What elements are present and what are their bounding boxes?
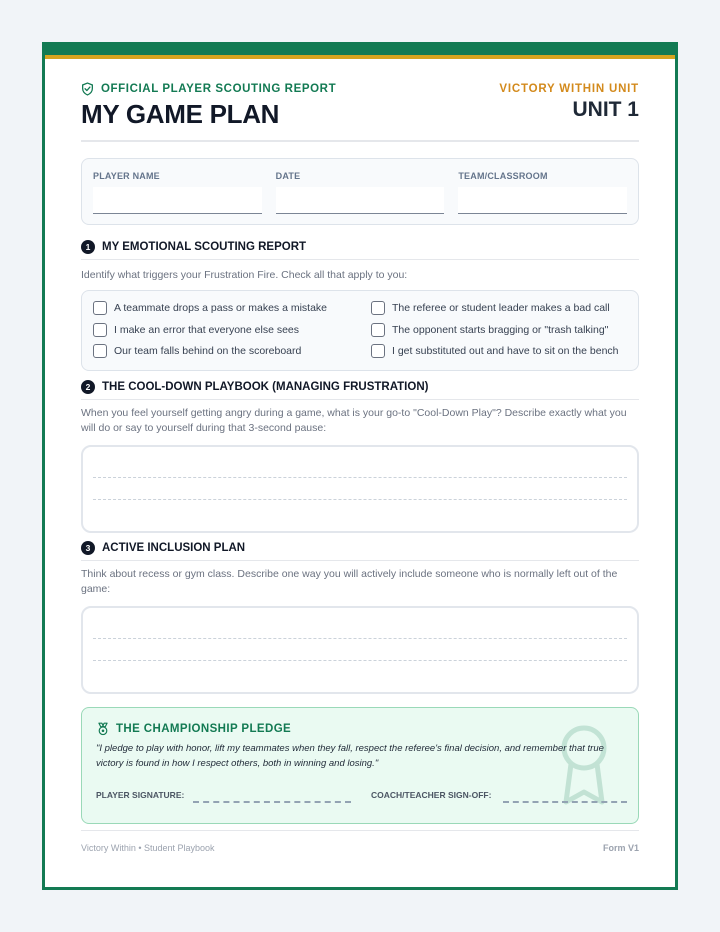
page-title: MY GAME PLAN [81,99,280,129]
footer-form-version: Form V1 [602,843,639,853]
trigger-checklist [81,290,639,371]
trigger-option-label: The referee or student leader makes a bad call [392,302,610,314]
section-3-header [81,541,639,561]
coach-signature-label: COACH/TEACHER SIGN-OFF: [371,790,492,800]
page-header [81,59,639,142]
checkbox[interactable] [371,344,385,358]
section-2-header [81,380,639,400]
team-classroom-input[interactable] [458,187,627,214]
team-classroom-label: TEAM/CLASSROOM [458,171,548,181]
section-1-header [81,240,639,260]
player-signature-label: PLAYER SIGNATURE: [96,790,185,800]
writing-line [93,660,627,661]
page-footer [81,830,639,853]
team-classroom-field [458,159,627,224]
trigger-option[interactable] [371,344,619,358]
coach-signature-line[interactable] [503,801,627,803]
section-1-title: MY EMOTIONAL SCOUTING REPORT [102,241,307,253]
section-2-prompt: When you feel yourself getting angry during a game, what is your go-to "Cool-Down Play"? Describe exactly what you will do or say to yourself during that 3-second pause: [81,407,627,434]
unit-eyebrow: VICTORY WITHIN UNIT [499,83,639,95]
pledge-text: "I pledge to play with honor, lift my teammates when they fall, respect the referee's final decision, and remember that true victory is found in how I respect others, both in winning and losing." [96,743,604,769]
section-3-number: 3 [81,541,95,555]
section-3-prompt: Think about recess or gym class. Describe one way you will actively include someone who is normally left out of the game: [81,568,618,595]
section-3-title: ACTIVE INCLUSION PLAN [102,542,246,554]
section-2-number: 2 [81,380,95,394]
trigger-option[interactable] [371,323,608,337]
section-1-prompt: Identify what triggers your Frustration Fire. Check all that apply to you: [81,269,408,281]
trigger-option-label: The opponent starts bragging or "trash talking" [392,324,609,336]
writing-line [93,499,627,500]
writing-line [93,638,627,639]
date-label: DATE [275,171,301,181]
trigger-option-label: Our team falls behind on the scoreboard [114,345,302,357]
trigger-option[interactable] [93,323,299,337]
writing-line [93,477,627,478]
section-2-title: THE COOL-DOWN PLAYBOOK (MANAGING FRUSTRATION) [102,381,429,393]
date-field [276,159,445,224]
checkbox[interactable] [93,344,107,358]
pledge-header [96,722,291,736]
checkbox[interactable] [93,323,107,337]
checkbox[interactable] [371,323,385,337]
inclusion-answer-box[interactable] [81,606,639,694]
date-input[interactable] [276,187,445,214]
trigger-option[interactable] [93,301,327,315]
checkbox[interactable] [93,301,107,315]
medal-icon [96,722,110,736]
championship-pledge-box [81,707,639,824]
trigger-option-label: A teammate drops a pass or makes a mistake [114,302,328,314]
trigger-option-label: I get substituted out and have to sit on the bench [392,345,619,357]
player-name-field [93,159,262,224]
trigger-option-label: I make an error that everyone else sees [114,324,300,336]
section-1-number: 1 [81,240,95,254]
trigger-option[interactable] [371,301,610,315]
shield-check-icon [81,82,94,96]
top-accent-bar [42,42,678,55]
page-content [81,59,639,853]
footer-left-text: Victory Within • Student Playbook [81,843,215,853]
student-info-box [81,158,639,225]
cool-down-answer-box[interactable] [81,445,639,533]
player-name-input[interactable] [93,187,262,214]
worksheet-page [42,42,678,890]
player-name-label: PLAYER NAME [93,171,160,181]
checkbox[interactable] [371,301,385,315]
brand-row [81,82,336,96]
trigger-option[interactable] [93,344,301,358]
brand-label: OFFICIAL PLAYER SCOUTING REPORT [101,83,337,95]
unit-title: UNIT 1 [572,98,639,121]
player-signature-line[interactable] [193,801,351,803]
pledge-title: THE CHAMPIONSHIP PLEDGE [116,723,292,735]
